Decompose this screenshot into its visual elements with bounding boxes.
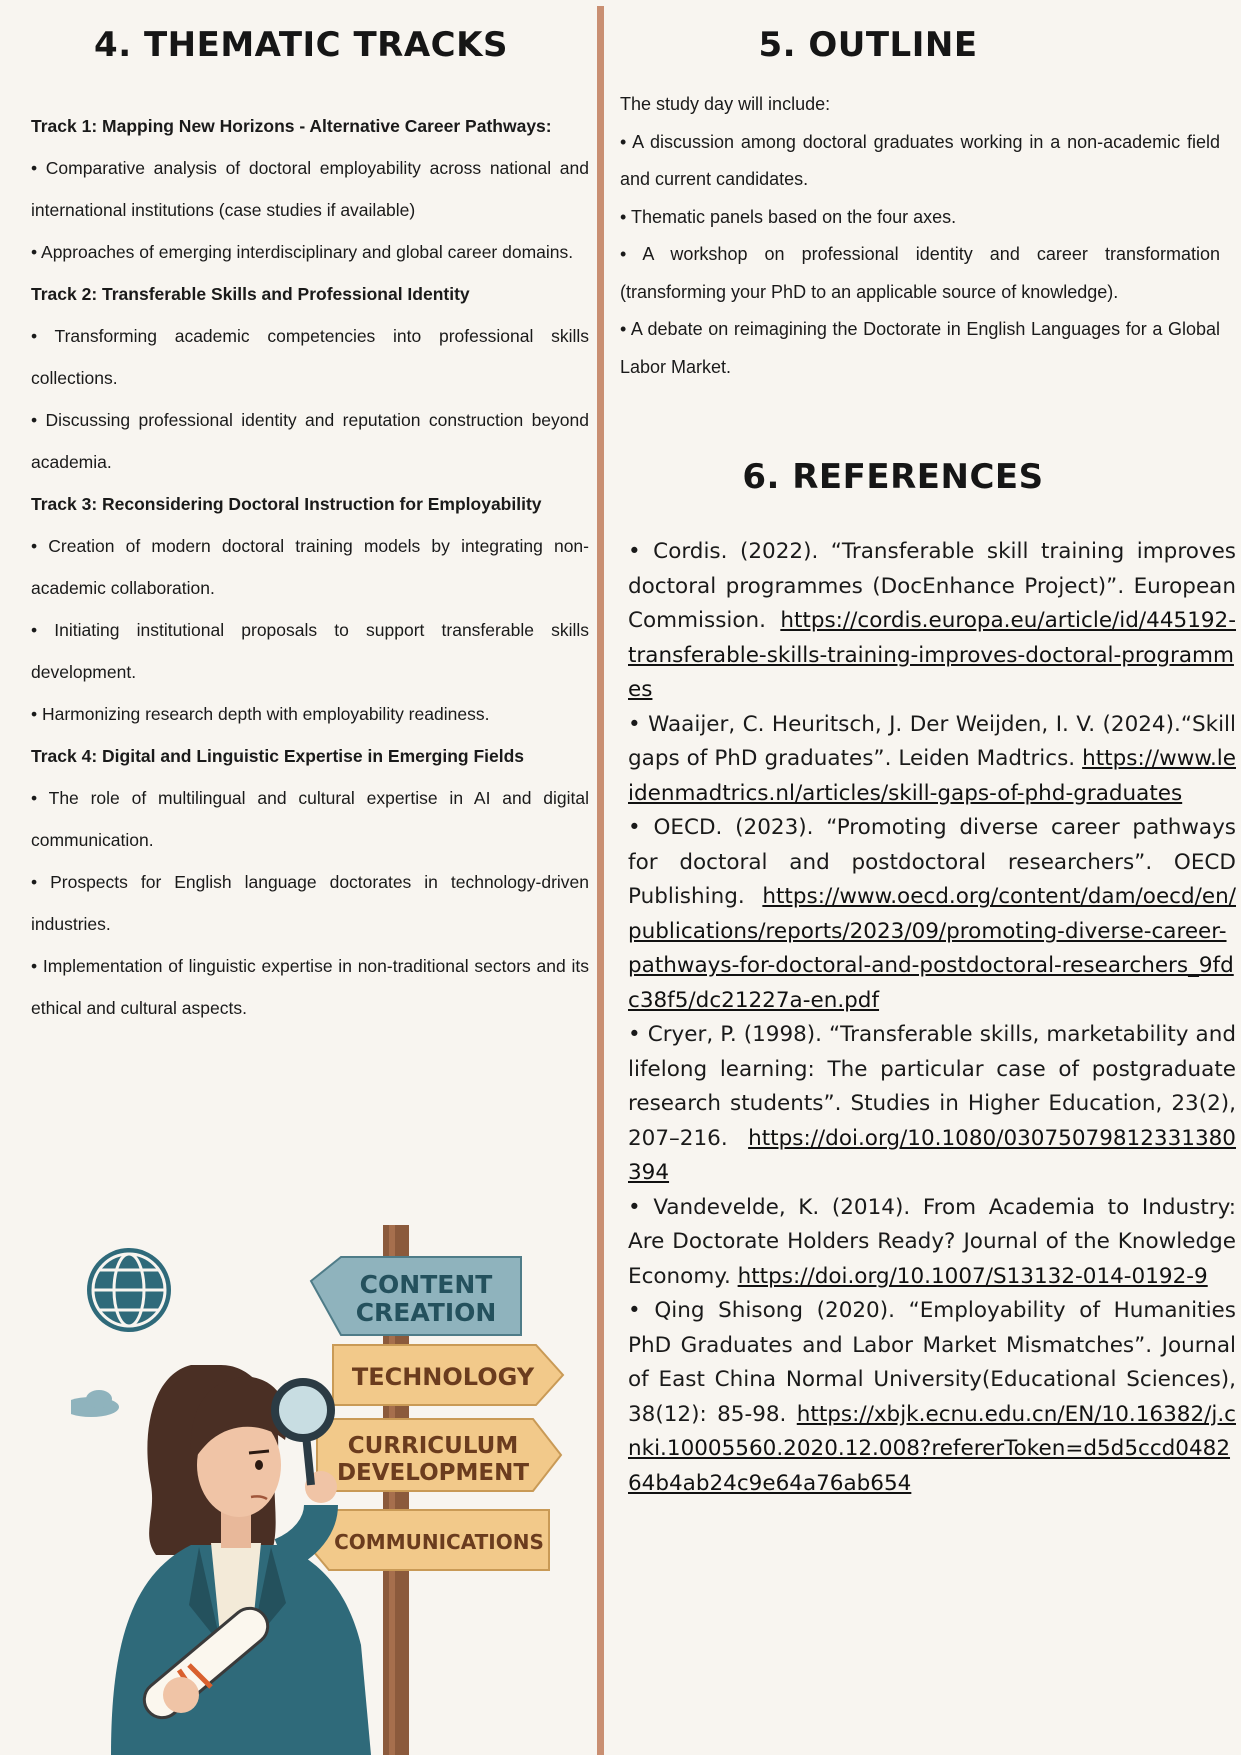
svg-text:DEVELOPMENT: DEVELOPMENT (336, 1460, 530, 1486)
reference-item (628, 535, 1236, 708)
curriculum-development-sign (317, 1419, 561, 1491)
reference-link[interactable]: https://cordis.europa.eu/article/id/445192-transferable-skills-training-improves-doctoral-programmes (628, 608, 1236, 702)
track2-bullet-1: • Transforming academic competencies into professional skills collections. (31, 326, 589, 388)
references-list (628, 535, 1236, 1501)
track1-bullet-2: • Approaches of emerging interdisciplinary and global career domains. (31, 242, 574, 262)
thematic-tracks-title: 4. THEMATIC TRACKS (94, 25, 508, 65)
reference-link[interactable]: https://www.leidenmadtrics.nl/articles/skill-gaps-of-phd-graduates (628, 746, 1236, 806)
outline-list (620, 86, 1220, 386)
svg-text:CURRICULUM: CURRICULUM (347, 1433, 519, 1459)
reference-text: • Cordis. (2022). “Transferable skill training improves doctoral programmes (DocEnhance Project)”. European Commission. (628, 539, 1236, 633)
track3-bullet-2: • Initiating institutional proposals to support transferable skills development. (31, 620, 589, 682)
reference-text: • Waaijer, C. Heuritsch, J. Der Weijden, I. V. (2024).“Skill gaps of PhD graduates”. Leiden Madtrics. (628, 711, 1236, 771)
reference-link[interactable]: https://doi.org/10.1007/S13132-014-0192-9 (737, 1263, 1208, 1289)
reference-link[interactable]: https://doi.org/10.1080/03075079812331380394 (628, 1125, 1236, 1185)
outline-bullet-2: • Thematic panels based on the four axes. (620, 206, 957, 227)
references-title: 6. REFERENCES (742, 457, 1044, 497)
career-signpost-illustration (71, 1225, 591, 1755)
cloud-icon (71, 1390, 119, 1417)
track3-bullet-3: • Harmonizing research depth with employability readiness. (31, 704, 490, 724)
track3-title: Track 3: Reconsidering Doctoral Instruction for Employability (31, 494, 542, 514)
track2-title: Track 2: Transferable Skills and Professional Identity (31, 284, 470, 304)
reference-link[interactable]: https://xbjk.ecnu.edu.cn/EN/10.16382/j.cnki.10005560.2020.12.008?refererToken=d5d5ccd048264b4ab24c9e64a76ab654 (628, 1401, 1236, 1496)
thematic-tracks-list (31, 105, 589, 1029)
track4-bullet-2: • Prospects for English language doctorates in technology-driven industries. (31, 872, 589, 934)
reference-text: • Vandevelde, K. (2014). From Academia to Industry: Are Doctorate Holders Ready? Journal of the Knowledge Economy. (628, 1194, 1236, 1289)
track3-bullet-1: • Creation of modern doctoral training models by integrating non-academic collaboration. (31, 536, 589, 598)
reference-link[interactable]: https://www.oecd.org/content/dam/oecd/en/publications/reports/2023/09/promoting-diverse-career-pathways-for-doctoral-and-postdoctoral-researchers_9fdc38f5/dc21227a-en.pdf (628, 884, 1236, 1013)
outline-bullet-4: • A debate on reimagining the Doctorate in English Languages for a Global Labor Market. (620, 319, 1220, 377)
svg-text:TECHNOLOGY: TECHNOLOGY (351, 1363, 535, 1391)
track4-title: Track 4: Digital and Linguistic Expertise in Emerging Fields (31, 746, 525, 766)
outline-intro: The study day will include: (620, 94, 831, 114)
reference-item (628, 1294, 1236, 1501)
track4-bullet-3: • Implementation of linguistic expertise in non-traditional sectors and its ethical and cultural aspects. (31, 956, 589, 1018)
track4-bullet-1: • The role of multilingual and cultural expertise in AI and digital communication. (31, 788, 589, 850)
outline-bullet-3: • A workshop on professional identity and career transformation (transforming your PhD to an applicable source of knowledge). (620, 244, 1220, 302)
reference-item (628, 708, 1236, 812)
reference-item (628, 1191, 1236, 1295)
svg-text:CONTENT: CONTENT (359, 1270, 493, 1299)
track1-bullet-1: • Comparative analysis of doctoral employability across national and international institutions (case studies if available) (31, 158, 589, 220)
reference-text: • Cryer, P. (1998). “Transferable skills, marketability and lifelong learning: The particular case of postgraduate research students”. Studies in Higher Education, 23(2), 207–216. (628, 1022, 1236, 1151)
communications-sign (303, 1510, 549, 1570)
reference-text: • Qing Shisong (2020). “Employability of Humanities PhD Graduates and Labor Market Mismatches”. Journal of East China Normal University(Educational Sciences), 38(12): 85-98. (628, 1298, 1236, 1427)
svg-text:CREATION: CREATION (355, 1298, 497, 1327)
outline-title: 5. OUTLINE (758, 25, 978, 65)
track1-title: Track 1: Mapping New Horizons - Alternative Career Pathways: (31, 116, 552, 136)
track2-bullet-2: • Discussing professional identity and reputation construction beyond academia. (31, 410, 589, 472)
reference-text: • OECD. (2023). “Promoting diverse career pathways for doctoral and postdoctoral researchers”. OECD Publishing. (628, 815, 1236, 909)
column-divider (597, 6, 604, 1755)
reference-item (628, 811, 1236, 1018)
technology-sign (333, 1345, 563, 1405)
globe-icon (87, 1248, 171, 1332)
content-creation-sign (311, 1257, 521, 1335)
reference-item (628, 1018, 1236, 1191)
outline-bullet-1: • A discussion among doctoral graduates working in a non-academic field and current candidates. (620, 131, 1220, 189)
svg-text:COMMUNICATIONS: COMMUNICATIONS (334, 1530, 544, 1554)
